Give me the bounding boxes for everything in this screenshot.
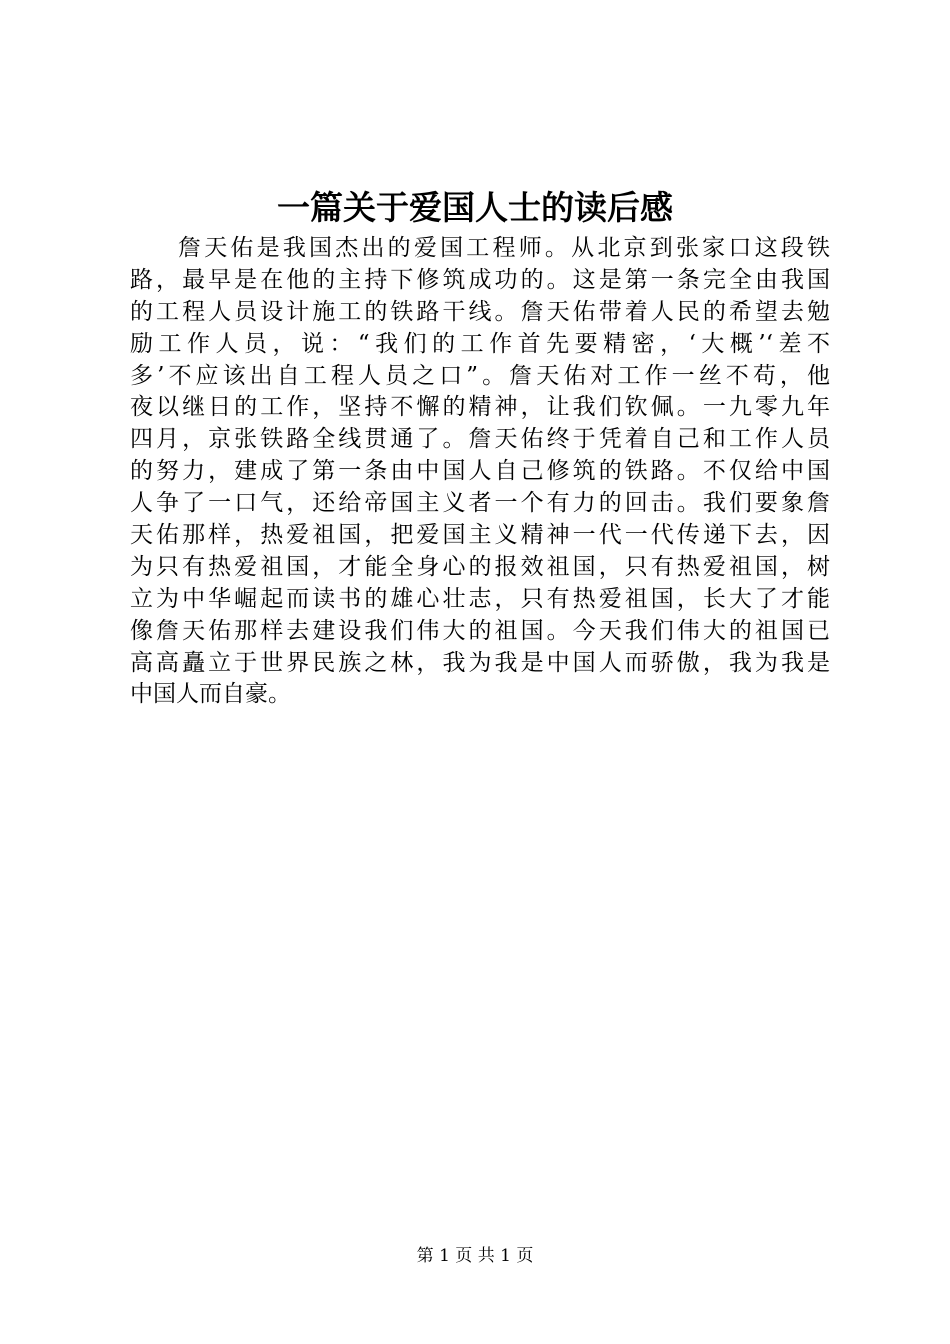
paragraph-line: 路，最早是在他的主持下修筑成功的。这是第一条完全由我国 — [130, 266, 830, 293]
paragraph-line: 詹天佑是我国杰出的爱国工程师。从北京到张家口这段铁 — [178, 235, 830, 261]
paragraph-line: 为只有热爱祖国，才能全身心的报效祖国，只有热爱祖国，树 — [130, 553, 830, 580]
paragraph-line: 立为中华崛起而读书的雄心壮志，只有热爱祖国，长大了才能 — [130, 585, 830, 612]
paragraph-line: 人争了一口气，还给帝国主义者一个有力的回击。我们要象詹 — [130, 490, 830, 517]
paragraph-line: 的工程人员设计施工的铁路干线。詹天佑带着人民的希望去勉 — [130, 298, 830, 325]
paragraph-line: 高高矗立于世界民族之林，我为我是中国人而骄傲，我为我是 — [130, 649, 830, 676]
body-paragraph — [130, 233, 830, 711]
paragraph-line: 多’不应该出自工程人员之口”。詹天佑对工作一丝不苟，他 — [130, 362, 830, 389]
paragraph-line: 的努力，建成了第一条由中国人自己修筑的铁路。不仅给中国 — [130, 458, 830, 485]
paragraph-line: 中国人而自豪。 — [130, 681, 291, 708]
page-footer: 第 1 页 共 1 页 — [416, 1246, 534, 1266]
paragraph-line: 励工作人员，说：“我们的工作首先要精密，‘大概’‘差不 — [130, 330, 830, 357]
paragraph-line: 四月，京张铁路全线贯通了。詹天佑终于凭着自己和工作人员 — [130, 426, 830, 453]
paragraph-line: 像詹天佑那样去建设我们伟大的祖国。今天我们伟大的祖国已 — [130, 617, 830, 644]
paragraph-line: 夜以继日的工作，坚持不懈的精神，让我们钦佩。一九零九年 — [130, 394, 830, 421]
document-title: 一篇关于爱国人士的读后感 — [277, 188, 673, 227]
paragraph-line: 天佑那样，热爱祖国，把爱国主义精神一代一代传递下去，因 — [130, 522, 830, 549]
